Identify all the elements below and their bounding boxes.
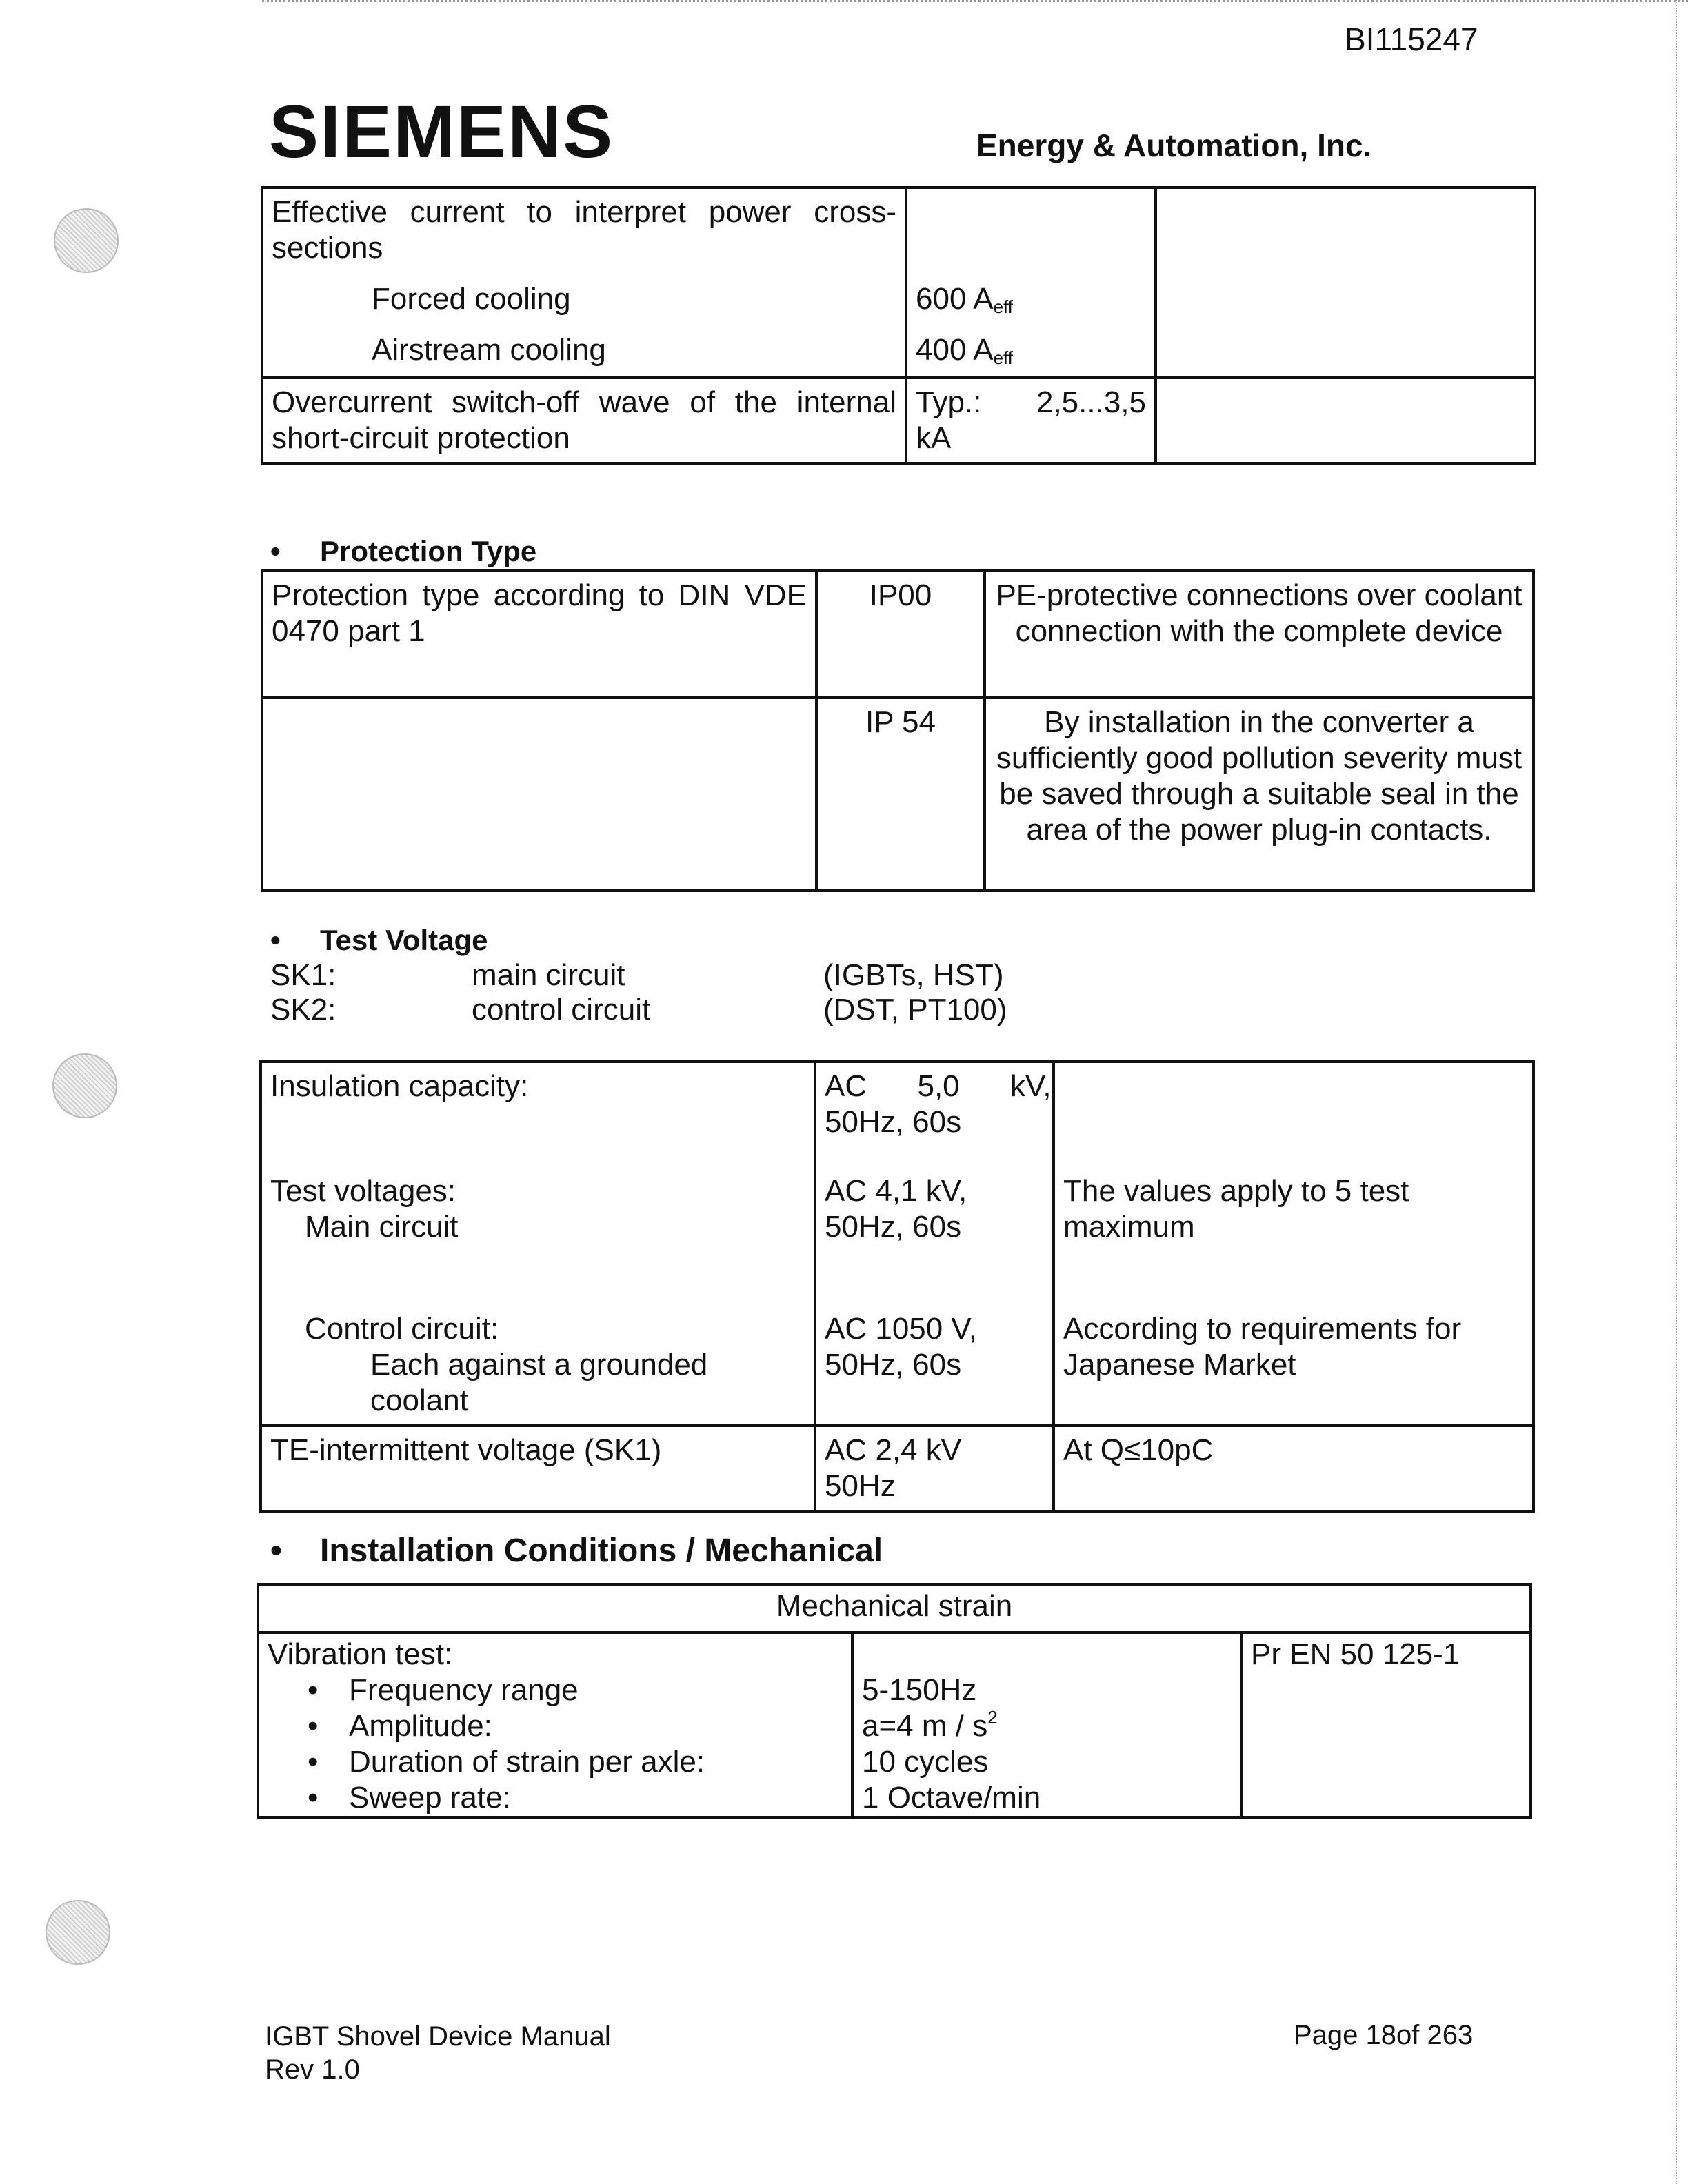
insulation-table <box>259 1060 1535 1513</box>
control-value-1: AC 1050 V, <box>825 1312 977 1346</box>
control-sub-label-1: Each against a grounded <box>370 1348 708 1382</box>
scan-right-line <box>1676 0 1677 2184</box>
company-name: Energy & Automation, Inc. <box>976 128 1372 163</box>
airstream-cooling-label: Airstream cooling <box>372 333 606 367</box>
te-note: At Q≤10pC <box>1054 1426 1534 1511</box>
list-item: • Amplitude: <box>308 1709 492 1743</box>
table-row <box>262 571 1534 698</box>
manual-title: IGBT Shovel Device Manual <box>265 2021 611 2052</box>
list-item: • Duration of strain per axle: <box>308 1745 705 1779</box>
forced-cooling-label: Forced cooling <box>372 282 571 316</box>
mechanical-strain-title: Mechanical strain <box>258 1584 1531 1632</box>
overcurrent-unit: kA <box>916 421 952 455</box>
overcurrent-value: Typ.: 2,5...3,5 <box>916 385 1146 419</box>
test-voltages-label: Test voltages: <box>270 1174 456 1208</box>
insulation-label: Insulation capacity: <box>270 1069 529 1103</box>
main-value-2: 50Hz, 60s <box>825 1210 962 1244</box>
frequency-range-value: 5-150Hz <box>862 1673 977 1707</box>
document-id: BI115247 <box>1345 21 1478 57</box>
table-row <box>258 1584 1531 1632</box>
protection-note-ip00: PE-protective connections over coolant connection with the complete device <box>985 571 1534 698</box>
control-value-2: 50Hz, 60s <box>825 1348 962 1382</box>
forced-cooling-value: 600 $A_{eff}$ <box>916 282 1013 317</box>
protection-code-ip00: IP00 <box>816 571 985 698</box>
punch-hole-icon <box>54 208 119 273</box>
scan-top-line <box>262 0 1688 2</box>
effective-current-label: Effective current to interpret power cross-sections <box>272 195 896 265</box>
control-circuit-label: Control circuit: <box>305 1312 499 1346</box>
table-row <box>261 1062 1534 1426</box>
te-value-2: 50Hz <box>825 1469 896 1503</box>
table-row <box>262 698 1534 891</box>
list-item: • Sweep rate: <box>308 1781 511 1814</box>
table-row <box>262 188 1535 378</box>
mechanical-table <box>257 1583 1532 1819</box>
control-note: According to requirements for Japanese Market <box>1063 1312 1462 1382</box>
table-row <box>258 1632 1531 1817</box>
te-value-1: AC 2,4 kV <box>825 1433 962 1467</box>
footer-left <box>265 2020 611 2086</box>
amplitude-value: a=4 m / $s^2$ <box>862 1707 998 1743</box>
insulation-value-2: 50Hz, 60s <box>825 1105 962 1139</box>
insulation-value-1: AC 5,0 kV, <box>825 1069 1052 1103</box>
list-item: • Frequency range <box>308 1673 579 1707</box>
siemens-logo: SIEMENS <box>269 90 614 173</box>
vibration-test-label: Vibration test: <box>268 1637 453 1671</box>
installation-heading: • Installation Conditions / Mechanical <box>270 1533 883 1569</box>
current-table <box>261 186 1536 465</box>
sweep-rate-value: 1 Octave/min <box>862 1781 1041 1814</box>
protection-code-ip54: IP 54 <box>816 698 985 891</box>
protection-table <box>261 569 1535 892</box>
revision: Rev 1.0 <box>265 2054 360 2085</box>
punch-hole-icon <box>46 1900 110 1965</box>
duration-value: 10 cycles <box>862 1745 989 1779</box>
table-row <box>262 378 1535 463</box>
protection-note-ip54: By installation in the converter a sufficiently good pollution severity must be saved through a suitable seal in the area of the power plug-in contacts. <box>985 698 1534 891</box>
airstream-cooling-value: 400 $A_{eff}$ <box>916 333 1013 368</box>
main-circuit-label: Main circuit <box>305 1210 459 1244</box>
test-voltage-heading: • Test Voltage <box>270 924 488 956</box>
table-row <box>261 1426 1534 1511</box>
main-value-1: AC 4,1 kV, <box>825 1174 967 1208</box>
protection-type-heading: • Protection Type <box>270 535 537 567</box>
page-number: Page 18of 263 <box>1294 2020 1474 2050</box>
protection-type-label: Protection type according to DIN VDE 0470 part 1 <box>272 578 807 648</box>
standard-value: Pr EN 50 125-1 <box>1241 1632 1531 1817</box>
control-sub-label-2: coolant <box>370 1384 468 1417</box>
punch-hole-icon <box>52 1053 117 1118</box>
overcurrent-label: Overcurrent switch-off wave of the internal short-circuit protection <box>272 385 896 455</box>
main-note: The values apply to 5 test maximum <box>1063 1174 1409 1244</box>
te-label: TE-intermittent voltage (SK1) <box>261 1426 815 1511</box>
